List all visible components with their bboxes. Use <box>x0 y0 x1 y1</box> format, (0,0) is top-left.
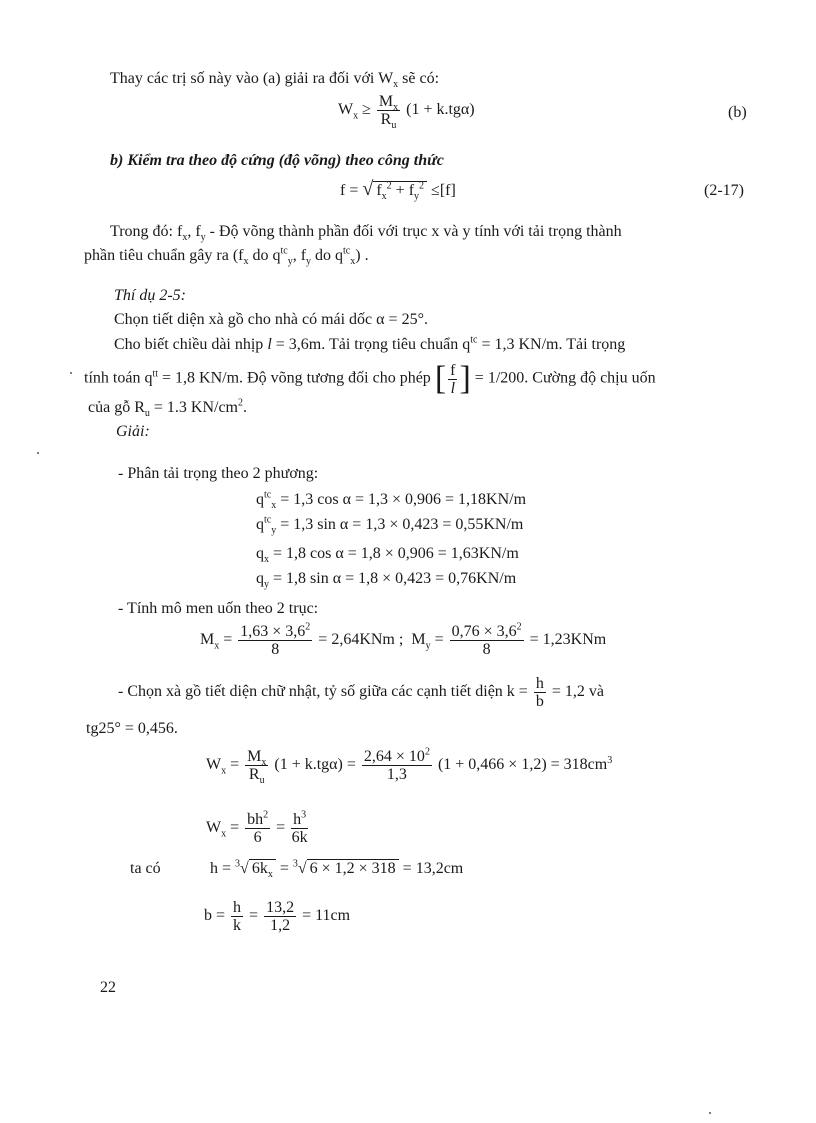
example-line-4: của gỗ $R_u = 1.3$ $KN/cm^2$. <box>88 397 247 420</box>
load-row: $q_x = 1,8$ cos α = 1,8 × 0,906 = 1,63KN/m <box>256 545 519 566</box>
ta-co-label: ta có <box>130 860 161 877</box>
b-equation: b = $\frac{h}{k}$ = $\frac{13,2}{1,2}$ = 11cm <box>204 899 351 934</box>
example-title: Thí dụ 2-5: <box>114 287 186 304</box>
load-row: $q^{tc}_x = 1,3$ cos α = 1,3 × 0,906 = 1,18KN/m <box>256 489 527 512</box>
where-line-2: phần tiêu chuẩn gây ra ($f_x$ do $q^{tc}_y$, $f_y$ do $q^{tc}_x$) . <box>84 245 369 268</box>
equation-2-17: f = √ $f_x^2 + f_y^2 \le[f]$ <box>340 178 456 203</box>
scan-speck <box>37 452 39 454</box>
equation-label-b: (b) <box>728 104 747 121</box>
scan-speck <box>709 1112 711 1114</box>
h-equation: h = $^3$√ $6k_x = ^3√$ 6 × 1,2 × 318 = 13,2cm <box>210 858 464 881</box>
section-heading: b) Kiểm tra theo độ cứng (độ võng) theo công thức <box>110 152 444 169</box>
example-line-3: tính toán $q^{tt} = 1,8$ KN/m. Độ võng tương đối cho phép [ $\frac{f}{l}$ ] = 1/200. Cường độ chịu uốn <box>84 360 656 397</box>
load-row: $q_y = 1,8$ sin α = 1,8 × 0,423 = 0,76KN/m <box>256 570 517 591</box>
moment-equations: $M_x$ = $\frac{1,63 \times 3,6^2}{8}$ = 2,64KNm ; $M_y$ = $\frac{0,76 \times 3,6^2}{8}$ = 1,23KNm <box>200 621 607 658</box>
load-row: $q^{tc}_y = 1,3$ sin α = 1,3 × 0,423 = 0,55KN/m <box>256 514 524 537</box>
step-1: - Phân tải trọng theo 2 phương: <box>118 465 319 482</box>
equation-b: $W_x$ ≥ $\frac{M_x}{R_u}$ (1 + k.tgα) <box>338 93 475 132</box>
step-2: - Tính mô men uốn theo 2 trục: <box>118 600 319 617</box>
example-line-1: Chọn tiết diện xà gồ cho nhà có mái dốc α = 25°. <box>114 311 428 328</box>
scan-speck <box>70 372 72 374</box>
wx-equation-2: $W_x$ = $\frac{bh^2}{6}$ = $\frac{h^3}{6k}$ <box>206 809 308 846</box>
wx-equation: $W_x$ = $\frac{M_x}{R_u}$ (1 + k.tgα) = $\frac{2,64 \times 10^2}{1,3}$ $(1 + 0,466 \times 1,2) = 318cm^3$ <box>206 746 613 787</box>
example-line-2: Cho biết chiều dài nhịp l = 3,6m. Tải trọng tiêu chuẩn $q^{tc} = 1,3$ KN/m. Tải trọng <box>114 334 626 353</box>
step-3: - Chọn xà gồ tiết diện chữ nhật, tỷ số giữa các cạnh tiết diện k = $\frac{h}{b}$ = 1,2 và <box>118 675 604 710</box>
equation-label-2-17: (2-17) <box>704 182 744 199</box>
where-line-1: Trong đó: $f_x$, $f_y$ - Độ võng thành phần đối với trục x và y tính với tải trọng thành <box>110 223 622 244</box>
page-number: 22 <box>100 979 116 996</box>
intro-line: Thay các trị số này vào (a) giải ra đối với $W_x$ sẽ có: <box>110 70 440 91</box>
tg-line: tg25° = 0,456. <box>86 720 178 737</box>
solution-title: Giải: <box>116 423 150 440</box>
